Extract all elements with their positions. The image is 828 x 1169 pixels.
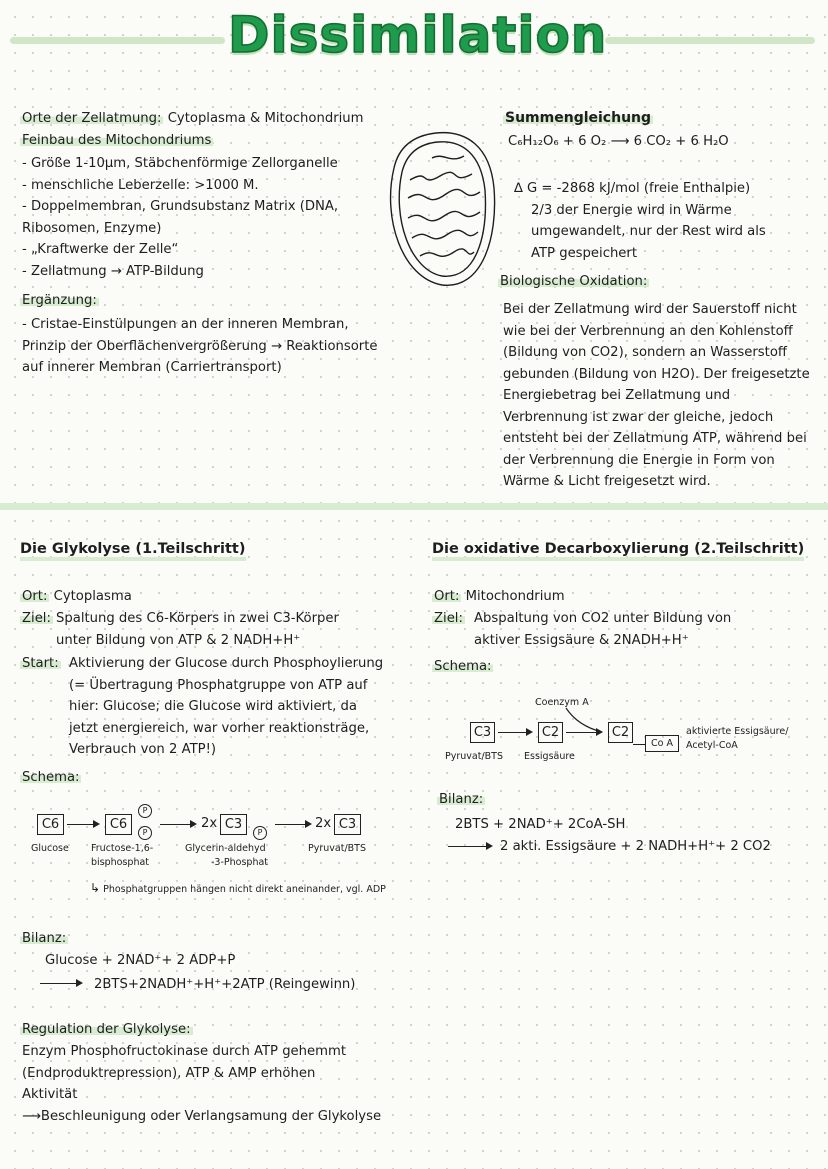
label-line: bisphosphat (91, 857, 150, 868)
text-line: auf innerer Membran (Carriertransport) (22, 360, 282, 375)
summen-equation: C₆H₁₂O₆ + 6 O₂ ⟶ 6 CO₂ + 6 H₂O (508, 134, 729, 149)
ziel-label: Ziel: (434, 611, 463, 626)
decarb-ziel-text (474, 608, 731, 651)
text-line: gebunden (Bildung von H2O). Der freigesetzte (503, 366, 810, 382)
ergaenzung-heading (20, 290, 99, 312)
text-line: (= Übertragung Phosphatgruppe von ATP auf (69, 677, 368, 693)
phosphate-icon: P (138, 826, 152, 840)
text-line: wie bei der Verbrennung an den Kohlenstoff (503, 323, 793, 339)
schema-note (90, 881, 386, 895)
schema-label-acetyl (686, 726, 788, 751)
label-line: Fructose-1,6- (91, 843, 154, 854)
label-line: Glycerin-aldehyd (185, 843, 266, 854)
text-line (22, 1106, 381, 1128)
text-line: Verbrennung ist zwar der gleiche, jedoch (503, 409, 774, 425)
text-line: Prinzip der Oberflächenvergrößerung → Reaktionsorte (22, 338, 378, 354)
glykolyse-title (20, 541, 246, 557)
ort-value: Mitochondrium (465, 589, 565, 604)
schema-label: Schema: (22, 770, 80, 785)
text-line: (Bildung von CO2), sondern an Wasserstoff (503, 345, 788, 360)
decarb-title-text: Die oxidative Decarboxylierung (2.Teilschritt) (432, 541, 804, 561)
schema-label-essigsaeure: Essigsäure (524, 751, 575, 762)
ort-value: Cytoplasma (53, 589, 132, 604)
list-item: - Zellatmung → ATP-Bildung (22, 263, 204, 279)
schema-box-coa: Co A (645, 735, 679, 752)
list-item: - „Kraftwerke der Zelle“ (22, 242, 179, 257)
text-line: Energiebetrag bei Zellatmung und (503, 388, 731, 403)
return-arrow-icon: ↳ (90, 881, 101, 895)
text-line: ATP gespeichert (531, 245, 638, 261)
schema-label: Schema: (434, 659, 492, 674)
label-line: Acetyl-CoA (686, 740, 738, 751)
schema-box-c2: C2 (538, 722, 563, 743)
orte-line (20, 108, 364, 130)
summen-heading (503, 108, 653, 130)
mitochondrion-illustration (380, 128, 502, 290)
label-line: -3-Phosphat (211, 857, 269, 868)
schema-box-c3-gap: C3 (220, 814, 247, 835)
page-title: Dissimilation (228, 6, 608, 64)
regulation-heading (20, 1019, 193, 1041)
text-line: entsteht bei der Zellatmung ATP, während bei (503, 431, 807, 446)
decarb-bilanz-label (437, 789, 485, 811)
list-item: Ribosomen, Enzyme) (22, 220, 162, 236)
list-item: - menschliche Leberzelle: >1000 M. (22, 177, 259, 193)
arrowhead-icon (190, 820, 197, 828)
schema-box-c6-fructose: C6 (105, 814, 132, 835)
decarb-bilanz-arrow (448, 846, 486, 847)
text-line: Enzym Phosphofructokinase durch ATP gehemmt (22, 1044, 347, 1059)
ziel-label: Ziel: (22, 611, 51, 626)
schema-mult: 2x (315, 816, 332, 831)
decarb-title (432, 541, 804, 557)
schema-label-gap (185, 843, 268, 868)
ergaenzung-heading-text: Ergänzung: (22, 293, 97, 308)
bio-text (503, 299, 810, 493)
orte-value: Cytoplasma & Mitochondrium (167, 111, 364, 126)
bio-heading-text: Biologische Oxidation: (500, 274, 648, 289)
bilanz-label: Bilanz: (22, 931, 67, 946)
feinbau-heading-text: Feinbau des Mitochondriums (22, 133, 212, 148)
bilanz-label: Bilanz: (439, 792, 484, 807)
arrowhead-icon (76, 979, 83, 987)
note-text: Phosphatgruppen hängen nicht direkt aneinander, vgl. ADP (103, 884, 386, 895)
text-line: Verbrauch von 2 ATP!) (69, 742, 217, 757)
glyk-ziel-label (20, 608, 53, 630)
regulation-text (22, 1041, 381, 1127)
schema-arrow (160, 824, 190, 825)
text-line: - Cristae-Einstülpungen an der inneren Membran, (22, 317, 349, 332)
text-line: Wärme & Licht freigesetzt wird. (503, 474, 711, 489)
arrowhead-icon (305, 820, 312, 828)
feinbau-list (22, 153, 338, 282)
glyk-bilanz-label (20, 928, 68, 950)
text-line: Aktivität (22, 1087, 78, 1102)
text-line: 2/3 der Energie wird in Wärme (531, 202, 732, 218)
glyk-ziel-text (56, 608, 339, 651)
decarb-schema-label (432, 656, 493, 678)
label-line: aktivierte Essigsäure/ (686, 726, 789, 737)
text-line: ∆ G = -2868 kJ/mol (freie Enthalpie) (514, 181, 751, 196)
glyk-bilanz-line1: Glucose + 2NAD⁺+ 2 ADP+P (45, 953, 236, 968)
schema-arrow (275, 824, 305, 825)
section-divider (0, 503, 828, 510)
glyk-schema-label (20, 767, 81, 789)
regulation-label: Regulation der Glykolyse: (22, 1022, 191, 1037)
schema-mult: 2x (201, 816, 218, 831)
glykolyse-title-text: Die Glykolyse (1.Teilschritt) (20, 541, 246, 561)
glyk-ort (20, 586, 132, 608)
schema-box-c3-pyruvat: C3 (334, 814, 361, 835)
list-item: - Doppelmembran, Grundsubstanz Matrix (DNA, (22, 199, 339, 214)
list-item: - Größe 1-10µm, Stäbchenförmige Zellorganelle (22, 156, 338, 171)
orte-label: Orte der Zellatmung: (22, 111, 162, 126)
glyk-bilanz-line2: 2BTS+2NADH⁺+H⁺+2ATP (Reingewinn) (94, 977, 356, 992)
decarb-bilanz-line2: 2 akti. Essigsäure + 2 NADH+H⁺+ 2 CO2 (500, 839, 771, 854)
text-line: Abspaltung von CO2 unter Bildung von (474, 611, 732, 626)
schema-arrow (498, 732, 526, 733)
mitochondrion-icon (391, 133, 495, 286)
text-line: jetzt energiereich, war vorher reaktionsträge, (69, 720, 370, 736)
schema-box-c2-active: C2 (608, 722, 633, 743)
phosphate-icon: P (253, 826, 267, 840)
delta-block (514, 178, 766, 264)
text-line: aktiver Essigsäure & 2NADH+H⁺ (474, 632, 689, 648)
text-line: hier: Glucose; die Glucose wird aktiviert, da (69, 699, 357, 714)
decarb-ziel-label (432, 608, 465, 630)
regulation-last: Beschleunigung oder Verlangsamung der Glykolyse (40, 1108, 382, 1124)
schema-box-c6-glucose: C6 (37, 814, 64, 835)
ergaenzung-text (22, 314, 378, 379)
text-line: umgewandelt, nur der Rest wird als (531, 224, 766, 239)
decarb-ort (432, 586, 565, 608)
schema-arrow (566, 732, 596, 733)
start-label: Start: (22, 656, 59, 671)
ort-label: Ort: (22, 589, 48, 604)
schema-label-fructose (91, 843, 153, 868)
arrowhead-icon (596, 728, 603, 736)
title-rule-right (605, 37, 815, 44)
feinbau-heading (20, 130, 213, 152)
schema-arrow (67, 824, 93, 825)
arrow-right-icon: ⟶ (22, 1108, 41, 1124)
coa-bond (633, 744, 645, 745)
schema-box-c3: C3 (470, 722, 495, 743)
arrowhead-icon (486, 842, 493, 850)
glyk-start-text (69, 653, 383, 761)
ort-label: Ort: (434, 589, 460, 604)
title-rule-left (10, 37, 225, 44)
text-line: der Verbrennung die Energie in Form von (503, 452, 775, 468)
bio-heading (498, 271, 649, 293)
glyk-bilanz-arrow (40, 983, 76, 984)
arrowhead-icon (526, 728, 533, 736)
summen-heading-text: Summengleichung (505, 110, 652, 126)
schema-coenzym-label: Coenzym A (535, 697, 589, 708)
decarb-bilanz-line1: 2BTS + 2NAD⁺+ 2CoA-SH (455, 817, 626, 832)
schema-label-pyruvat: Pyruvat/BTS (445, 751, 503, 762)
text-line: Aktivierung der Glucose durch Phosphoylierung (69, 656, 384, 671)
glyk-start-label (20, 653, 61, 675)
text-line: (Endproduktrepression), ATP & AMP erhöhen (22, 1065, 316, 1081)
text-line: Spaltung des C6-Körpers in zwei C3-Körper (56, 611, 339, 626)
text-line: unter Bildung von ATP & 2 NADH+H⁺ (56, 632, 301, 648)
arrowhead-icon (93, 820, 100, 828)
schema-label-pyruvat: Pyruvat/BTS (308, 843, 366, 854)
schema-label-glucose: Glucose (31, 843, 69, 854)
text-line: Bei der Zellatmung wird der Sauerstoff nicht (503, 302, 797, 317)
phosphate-icon: P (138, 804, 152, 818)
